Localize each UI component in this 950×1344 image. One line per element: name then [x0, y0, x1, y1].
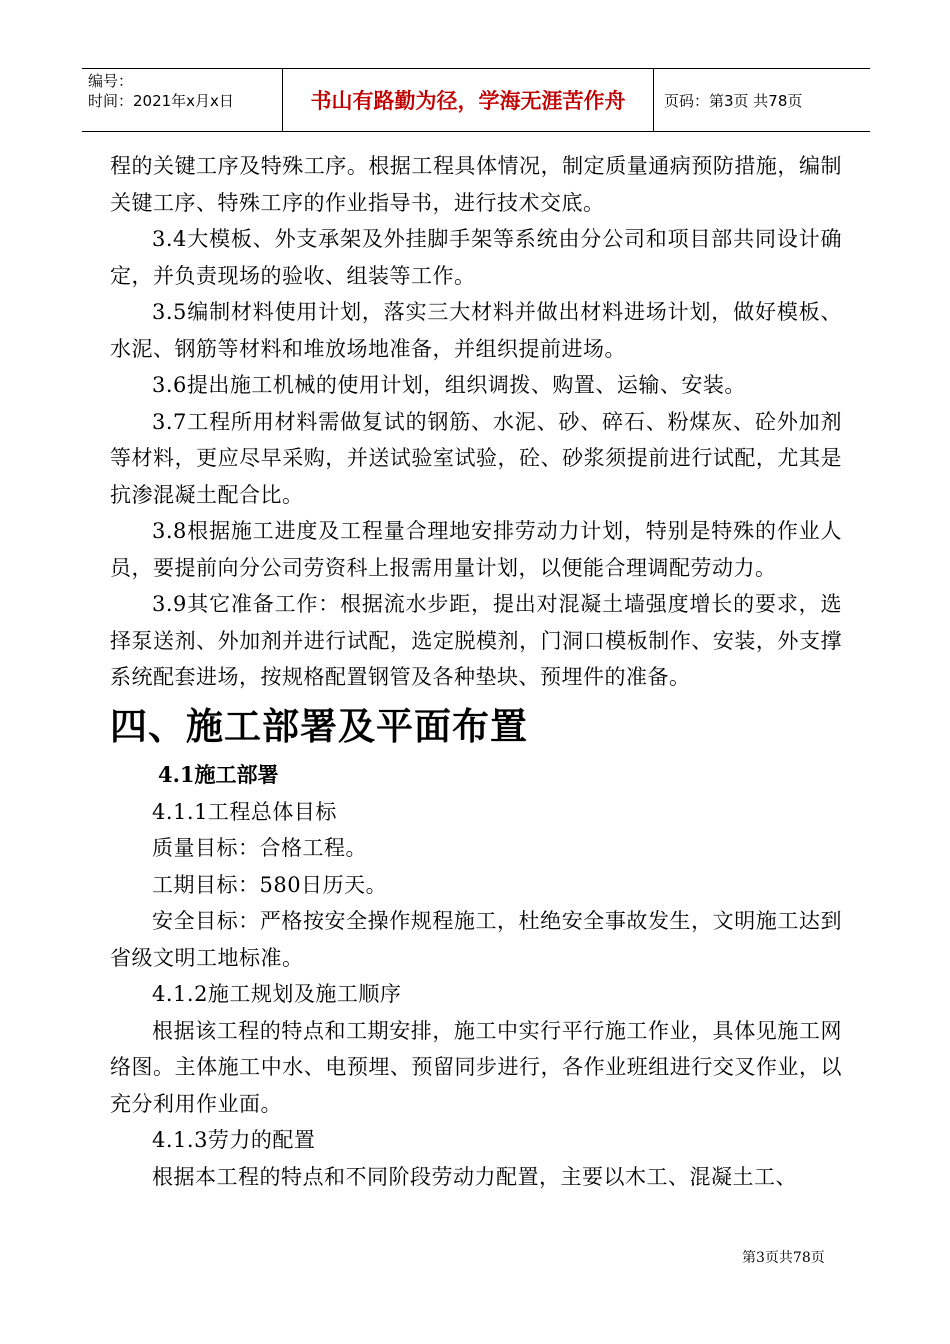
document-body [110, 148, 842, 1195]
serial-label: 编号： [88, 72, 134, 90]
page-header [82, 68, 870, 132]
paragraph: 质量目标：合格工程。 [152, 836, 367, 860]
subsubsection-heading: 4.1.3劳力的配置 [152, 1128, 316, 1152]
paragraph: 程的关键工序及特殊工序。根据工程具体情况，制定质量通病预防措施，编制关键工序、特殊工序的作业指导书，进行技术交底。 [110, 154, 842, 215]
paragraph: 工期目标：580日历天。 [152, 872, 388, 897]
subsubsection-heading: 4.1.2施工规划及施工顺序 [152, 982, 402, 1006]
paragraph: 3.4大模板、外支承架及外挂脚手架等系统由分公司和项目部共同设计确定，并负责现场的验收、组装等工作。 [110, 227, 842, 288]
header-motto: 书山有路勤为径，学海无涯苦作舟 [282, 69, 654, 131]
section-heading: 四、施工部署及平面布置 [110, 704, 528, 748]
subsection-heading: 4.1施工部署 [158, 761, 279, 787]
paragraph: 3.7工程所用材料需做复试的钢筋、水泥、砂、碎石、粉煤灰、砼外加剂等材料，更应尽早采购，并送试验室试验，砼、砂浆须提前进行试配，尤其是抗渗混凝土配合比。 [110, 409, 842, 507]
paragraph: 3.6提出施工机械的使用计划，组织调拨、购置、运输、安装。 [152, 373, 746, 397]
page-footer: 第3页共78页 [742, 1250, 825, 1266]
paragraph: 3.8根据施工进度及工程量合理地安排劳动力计划，特别是特殊的作业人员，要提前向分公司劳资科上报需用量计划，以便能合理调配劳动力。 [110, 519, 842, 580]
paragraph: 安全目标：严格按安全操作规程施工，杜绝安全事故发生，文明施工达到省级文明工地标准。 [110, 909, 842, 970]
time-label: 时间：2021年x月x日 [88, 92, 234, 110]
header-meta [82, 69, 282, 131]
paragraph: 3.5编制材料使用计划，落实三大材料并做出材料进场计划，做好模板、水泥、钢筋等材料和堆放场地准备，并组织提前进场。 [110, 300, 842, 361]
header-page-info: 页码：第3页 共78页 [664, 91, 803, 110]
paragraph: 根据该工程的特点和工期安排，施工中实行平行施工作业，具体见施工网络图。主体施工中水、电预埋、预留同步进行，各作业班组进行交叉作业，以充分利用作业面。 [110, 1018, 842, 1116]
paragraph: 3.9其它准备工作：根据流水步距，提出对混凝土墙强度增长的要求，选择泵送剂、外加剂并进行试配，选定脱模剂，门洞口模板制作、安装，外支撑系统配套进场，按规格配置钢管及各种垫块、预埋件的准备。 [110, 592, 842, 689]
subsubsection-heading: 4.1.1工程总体目标 [152, 799, 337, 824]
paragraph: 根据本工程的特点和不同阶段劳动力配置，主要以木工、混凝土工、 [152, 1164, 797, 1189]
